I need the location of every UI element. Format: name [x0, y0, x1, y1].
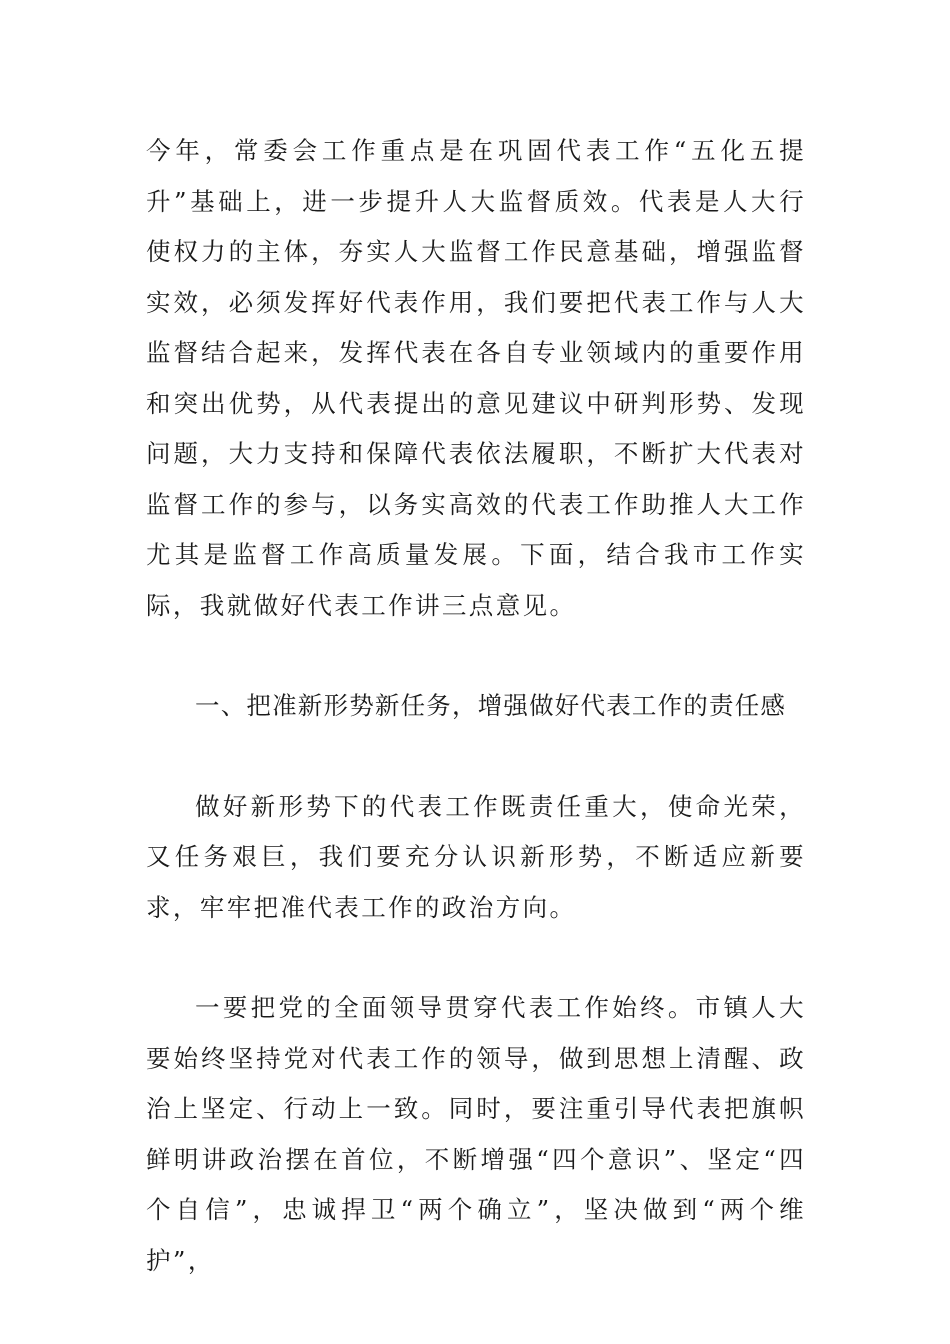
- body-paragraph: 一要把党的全面领导贯穿代表工作始终。市镇人大要始终坚持党对代表工作的领导，做到思想上清醒、政治上坚定、行动上一致。同时，要注重引导代表把旗帜鲜明讲政治摆在首位，不断增强“四个意识”、坚定“四个自信”，忠诚捍卫“两个确立”，坚决做到“两个维护”，: [146, 993, 806, 1275]
- intro-paragraph: 今年，常委会工作重点是在巩固代表工作“五化五提升”基础上，进一步提升人大监督质效。代表是人大行使权力的主体，夯实人大监督工作民意基础，增强监督实效，必须发挥好代表作用，我们要把代表工作与人大监督结合起来，发挥代表在各自专业领域内的重要作用和突出优势，从代表提出的意见建议中研判形势、发现问题，大力支持和保障代表依法履职，不断扩大代表对监督工作的参与，以务实高效的代表工作助推人大工作尤其是监督工作高质量发展。下面，结合我市工作实际，我就做好代表工作讲三点意见。: [146, 136, 806, 620]
- document-body: [146, 126, 806, 1286]
- body-paragraph: 做好新形势下的代表工作既责任重大，使命光荣，又任务艰巨，我们要充分认识新形势，不断适应新要求，牢牢把准代表工作的政治方向。: [146, 791, 806, 922]
- section-heading: 一、把准新形势新任务，增强做好代表工作的责任感: [195, 691, 787, 720]
